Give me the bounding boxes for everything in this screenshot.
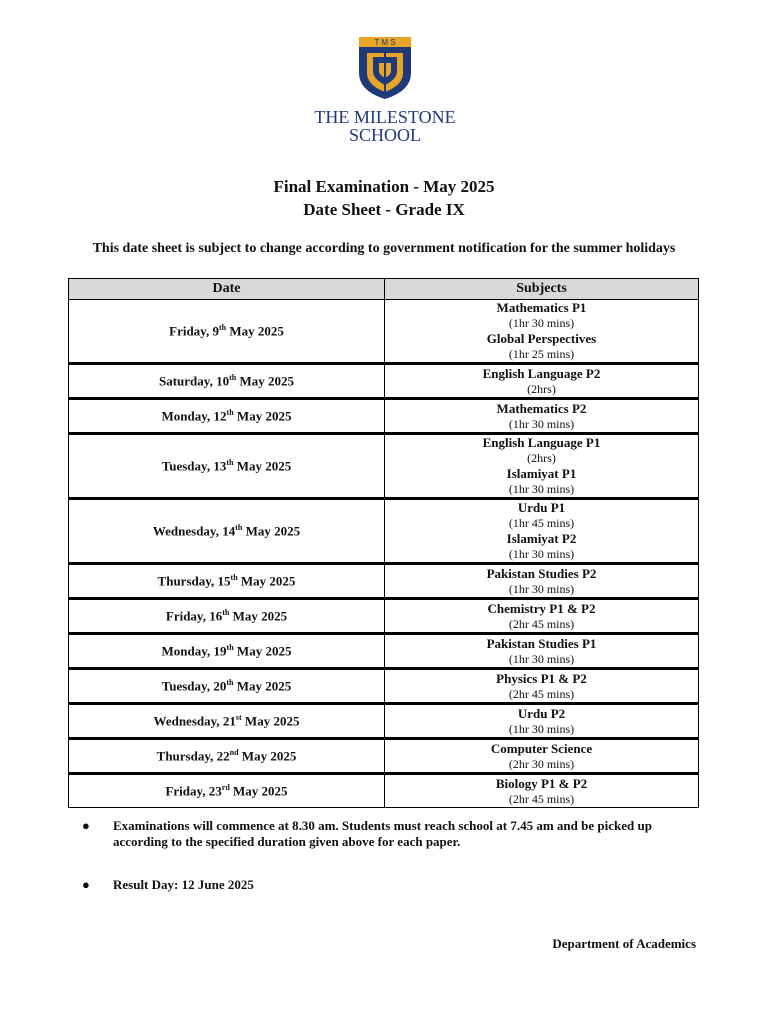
subject-duration: (1hr 30 mins) (508, 547, 575, 561)
exam-date (69, 704, 385, 739)
date-day: Friday, 16 (165, 608, 223, 624)
date-month-year: May 2025 (226, 323, 284, 339)
table-row (69, 499, 699, 564)
exam-date (69, 634, 385, 669)
date-month-year: May 2025 (233, 643, 292, 659)
date-day: Saturday, 10 (159, 373, 230, 389)
subject-duration: (2hr 45 mins) (508, 686, 575, 701)
subject-duration: (1hr 30 mins) (508, 416, 575, 431)
exam-date (69, 499, 385, 564)
date-sheet-table (68, 278, 699, 808)
school-name-line2: SCHOOL (348, 125, 421, 145)
exam-subjects (385, 564, 699, 599)
subject-duration: (2hrs) (527, 451, 556, 465)
date-day: Wednesday, 21 (153, 713, 236, 729)
table-row (69, 434, 699, 499)
subject-name: Mathematics P2 (496, 400, 587, 416)
subject-name: English Language P2 (482, 365, 601, 381)
date-ordinal-suffix: th (226, 457, 234, 467)
exam-date (69, 434, 385, 499)
exam-subjects (385, 364, 699, 399)
subject-duration: (1hr 45 mins) (508, 516, 575, 530)
table-row (69, 564, 699, 599)
school-name-line1: THE MILESTONE (314, 107, 456, 127)
school-name (300, 108, 470, 144)
date-ordinal-suffix: rd (221, 782, 230, 792)
table-row (69, 704, 699, 739)
date-month-year: May 2025 (236, 373, 294, 389)
subjects-column-header: Subjects (385, 279, 699, 300)
exam-subjects (385, 434, 699, 499)
subject-duration: (1hr 30 mins) (508, 581, 575, 596)
logo-letters: T M S (374, 38, 396, 47)
date-column-header: Date (69, 279, 385, 300)
date-month-year: May 2025 (238, 748, 297, 764)
exam-subjects (385, 399, 699, 434)
date-month-year: May 2025 (242, 523, 301, 539)
subject-duration: (1hr 30 mins) (508, 721, 575, 736)
exam-subjects (385, 634, 699, 669)
subject-name: Biology P1 & P2 (495, 775, 588, 791)
date-ordinal-suffix: nd (229, 747, 239, 757)
date-day: Monday, 19 (161, 643, 227, 659)
exam-subjects (385, 704, 699, 739)
school-crest-icon (355, 35, 415, 101)
subject-name: Pakistan Studies P1 (486, 635, 597, 651)
exam-date (69, 599, 385, 634)
subject-duration: (2hr 45 mins) (508, 791, 575, 806)
exam-date (69, 364, 385, 399)
date-ordinal-suffix: th (222, 607, 230, 617)
table-header-row (69, 279, 699, 300)
list-item (82, 818, 702, 850)
school-logo (300, 30, 470, 150)
subject-name: Global Perspectives (486, 331, 597, 346)
date-ordinal-suffix: th (226, 407, 234, 417)
subject-duration: (1hr 30 mins) (508, 482, 575, 496)
subject-duration: (1hr 30 mins) (508, 316, 575, 330)
result-day: Result Day: 12 June 2025 (113, 877, 254, 892)
date-sheet-title: Date Sheet - Grade IX (303, 200, 465, 219)
exam-subjects (385, 499, 699, 564)
date-ordinal-suffix: th (226, 642, 234, 652)
exam-date (69, 669, 385, 704)
bullet-icon: ● (82, 818, 90, 833)
table-row (69, 300, 699, 364)
department-signature: Department of Academics (552, 936, 696, 951)
instructions-list (82, 818, 702, 893)
date-ordinal-suffix: th (230, 572, 238, 582)
date-day: Tuesday, 20 (161, 678, 227, 694)
date-day: Friday, 9 (169, 323, 219, 339)
date-month-year: May 2025 (233, 678, 292, 694)
subject-name: Mathematics P1 (496, 300, 587, 315)
subject-name: Islamiyat P1 (506, 466, 577, 481)
subject-duration: (2hr 45 mins) (508, 616, 575, 631)
subject-duration: (1hr 30 mins) (508, 651, 575, 666)
date-day: Wednesday, 14 (152, 523, 236, 539)
exam-date (69, 774, 385, 808)
exam-date (69, 300, 385, 364)
date-day: Monday, 12 (161, 408, 227, 424)
subject-name: Urdu P1 (517, 500, 566, 515)
list-item (82, 877, 702, 893)
date-month-year: May 2025 (233, 458, 292, 474)
date-ordinal-suffix: th (218, 322, 227, 332)
subject-name: Chemistry P1 & P2 (487, 600, 596, 616)
exam-title: Final Examination - May 2025 (273, 177, 495, 196)
table-row (69, 774, 699, 808)
date-ordinal-suffix: th (235, 522, 243, 532)
subject-duration: (2hrs) (527, 381, 556, 396)
date-ordinal-suffix: th (226, 677, 234, 687)
date-month-year: May 2025 (241, 713, 300, 729)
date-day: Thursday, 22 (156, 748, 230, 764)
change-notice: This date sheet is subject to change according to government notification for the summer holidays (92, 241, 676, 256)
exam-date (69, 564, 385, 599)
table-row (69, 364, 699, 399)
table-row (69, 634, 699, 669)
subject-name: Pakistan Studies P2 (486, 565, 597, 581)
subject-duration: (1hr 25 mins) (508, 347, 575, 361)
table-row (69, 669, 699, 704)
table-row (69, 599, 699, 634)
exam-subjects (385, 599, 699, 634)
subject-duration: (2hr 30 mins) (508, 756, 575, 771)
exam-subjects (385, 739, 699, 774)
subject-name: Physics P1 & P2 (496, 670, 587, 686)
subject-name: English Language P1 (482, 435, 601, 450)
subject-name: Computer Science (490, 740, 593, 756)
date-month-year: May 2025 (233, 408, 292, 424)
date-day: Tuesday, 13 (161, 458, 227, 474)
exam-subjects (385, 669, 699, 704)
table-row (69, 399, 699, 434)
date-month-year: May 2025 (229, 783, 288, 799)
commence-instruction: Examinations will commence at 8.30 am. Students must reach school at 7.45 am and be picked up according to the specified duration given above for each paper. (113, 818, 652, 849)
exam-date (69, 399, 385, 434)
exam-date (69, 739, 385, 774)
table-row (69, 739, 699, 774)
date-day: Friday, 23 (165, 783, 222, 799)
date-month-year: May 2025 (237, 573, 296, 589)
date-month-year: May 2025 (229, 608, 288, 624)
date-ordinal-suffix: th (229, 372, 237, 382)
subject-name: Islamiyat P2 (506, 531, 577, 546)
subject-name: Urdu P2 (517, 705, 566, 721)
bullet-icon: ● (82, 877, 90, 892)
date-ordinal-suffix: st (235, 712, 242, 722)
exam-subjects (385, 774, 699, 808)
date-day: Thursday, 15 (157, 573, 231, 589)
exam-subjects (385, 300, 699, 364)
